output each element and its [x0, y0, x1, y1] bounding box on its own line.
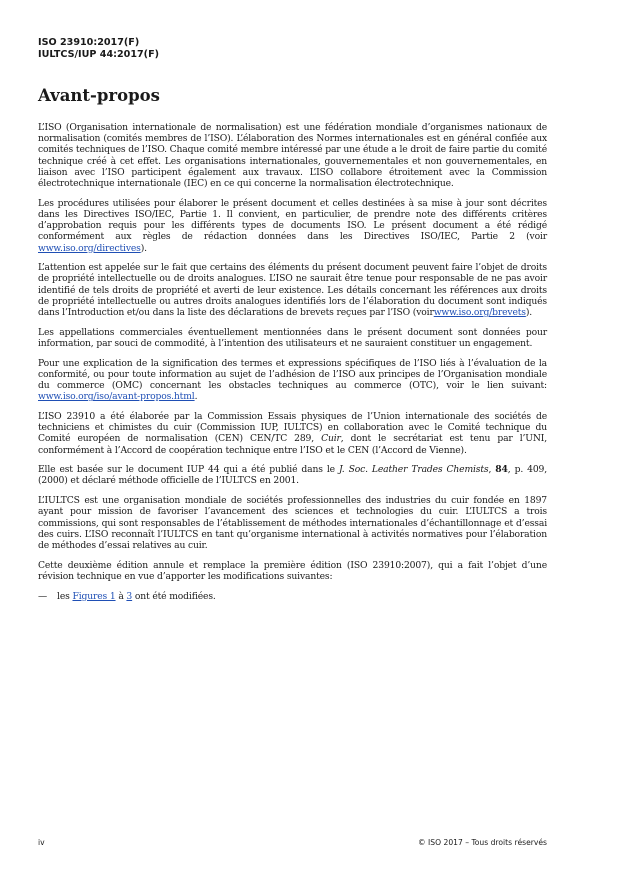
standard-number: ISO 23910:2017(F) — [38, 37, 140, 48]
figure-3-link[interactable]: 3 — [126, 590, 133, 602]
procedures-text: Les procédures utilisées pour élaborer le présent document et celles destinées à sa mise à jour sont décrites dans les Directives ISO/IEC, Partie 1. Il convient, en particulier, de prendre note des différents critères d’approbation requis pour les différents types de documents ISO. Le présent document a été rédigé conformément aux règles de rédaction données dans les Directives ISO/IEC, Partie 2 (voir — [38, 197, 547, 243]
based-on-comma: , — [488, 464, 496, 476]
prepared-by-text: L’ISO 23910 a été élaborée par la Commission Essais physiques de l’Union internationale des sociétés de techniciens et chimistes du cuir (Commission IUP, IULTCS) en collaboration avec le Comité technique du Comité européen de normalisation (CEN) CEN/TC 289, — [38, 410, 547, 445]
conformity-end: . — [194, 391, 198, 403]
paragraph-patents — [38, 262, 547, 318]
page-footer — [38, 838, 547, 847]
paragraph-prepared-by — [38, 411, 547, 456]
page-title: Avant-propos — [38, 86, 160, 105]
list-prefix: les — [57, 590, 73, 602]
patents-text: L’attention est appelée sur le fait que certains des éléments du présent document peuvent faire l’objet de droits de propriété intellectuelle ou de droits analogues. L’ISO ne saurait être tenue pour responsable de ne pas avoir identifié de tels droits de propriété et averti de leur existence. Les détails concernant les références aux droits de propriété intellectuelle ou autres droits analogues identifiés lors de l’élaboration du document sont indiqués dans l’Introduction et/ou dans la liste des déclarations de brevets reçues par l’ISO (voir — [38, 262, 547, 319]
directives-link[interactable]: www.iso.org/directives — [38, 242, 141, 254]
page-number: iv — [38, 838, 45, 847]
paragraph-conformity — [38, 358, 547, 403]
procedures-end: ). — [140, 242, 147, 254]
based-on-text: Elle est basée sur le document IUP 44 qui a été publié dans le — [38, 464, 339, 476]
paragraph-procedures — [38, 198, 547, 254]
based-on-rest: , p. 409, (2000) et déclaré méthode officielle de l’IULTCS en 2001. — [38, 464, 547, 487]
journal-volume: 84 — [495, 464, 508, 476]
paragraph-trade-names: Les appellations commerciales éventuellement mentionnées dans le présent document sont données pour information, par souci de commodité, à l’intention des utilisateurs et ne sauraient constituer un engagement. — [38, 326, 547, 349]
journal-title: J. Soc. Leather Trades Chemists — [338, 464, 489, 476]
iultcs-number: IULTCS/IUP 44:2017(F) — [38, 48, 160, 60]
leather-italic: Cuir — [321, 433, 341, 445]
document-body — [38, 122, 547, 602]
foreword-link[interactable]: www.iso.org/iso/avant-propos.html — [38, 391, 195, 403]
paragraph-edition: Cette deuxième édition annule et remplace la première édition (ISO 23910:2007), qui a fait l’objet d’une révision technique en vue d’apporter les modifications suivantes: — [38, 559, 547, 582]
figure-1-link[interactable]: Figures 1 — [72, 590, 116, 602]
paragraph-iso-intro: L’ISO (Organisation internationale de normalisation) est une fédération mondiale d’organismes nationaux de normalisation (comités membres de l’ISO). L’élaboration des Normes internationales est en général confiée aux comités techniques de l’ISO. Chaque comité membre intéressé par une étude a le droit de faire partie du comité technique créé à cet effet. Les organisations internationales, gouvernementales et non gouvernementales, en liaison avec l’ISO participent également aux travaux. L’ISO collabore étroitement avec la Commission électrotechnique internationale (IEC) en ce qui concerne la normalisation électrotechnique. — [38, 122, 547, 190]
list-middle: à — [115, 590, 127, 602]
document-header — [38, 37, 159, 60]
paragraph-based-on — [38, 464, 547, 486]
list-item-text — [57, 591, 216, 602]
dash-bullet: — — [38, 590, 48, 602]
patents-link[interactable]: www.iso.org/brevets — [433, 307, 526, 319]
prepared-by-rest: , dont le secrétariat est tenu par l’UNI, conformément à l’Accord de coopération technique entre l’ISO et le CEN (l’Accord de Vienne). — [38, 433, 548, 456]
copyright-notice: © ISO 2017 – Tous droits réservés — [418, 838, 547, 847]
patents-end: ). — [525, 307, 533, 319]
conformity-text: Pour une explication de la signification des termes et expressions spécifiques de l’ISO liés à l’évaluation de la conformité, ou pour toute information au sujet de l’adhésion de l’ISO aux principes de l’Organisation mondiale du commerce (OMC) concernant les obstacles techniques au commerce (OTC), voir le lien suivant: — [38, 357, 547, 392]
list-suffix: ont été modifiées. — [132, 590, 216, 602]
paragraph-iultcs: L’IULTCS est une organisation mondiale de sociétés professionnelles des industries du cuir fondée en 1897 ayant pour mission de favoriser l’avancement des sciences et technologies du cuir. L’IULTCS a trois commissions, qui sont responsables de l’établissement de méthodes internationales d’échantillonnage et d’essai des cuirs. L’ISO reconnaît l’IULTCS en tant qu’organisme international à activités normatives pour l’élaboration de méthodes d’essai relatives au cuir. — [38, 495, 547, 551]
list-item — [38, 591, 547, 602]
